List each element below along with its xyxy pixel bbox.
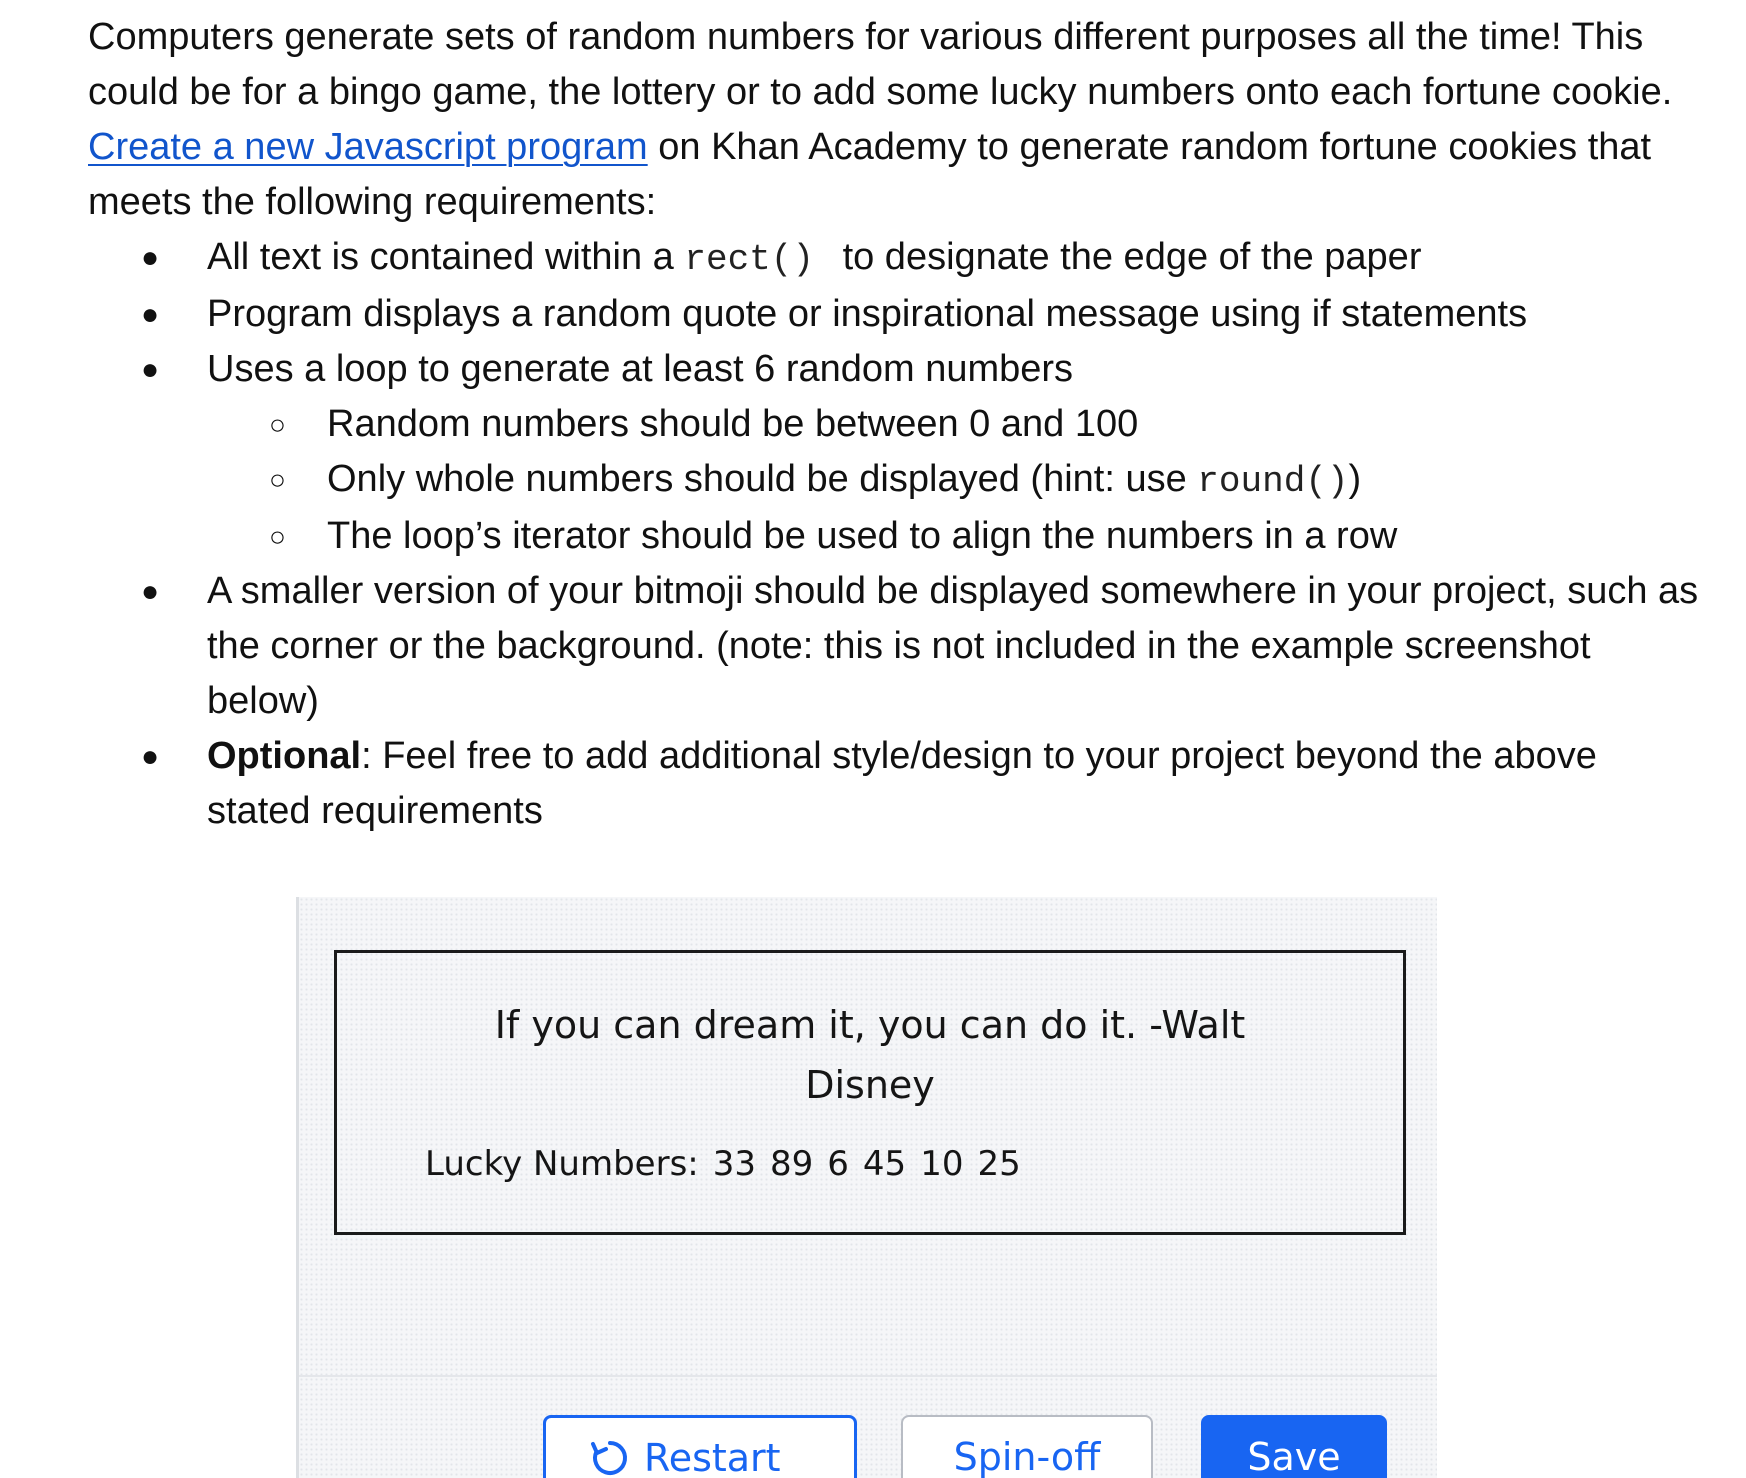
quote-line-1: If you can dream it, you can do it. -Walt <box>494 1003 1246 1047</box>
loop-sub-list <box>207 397 1708 564</box>
save-button[interactable] <box>1201 1415 1387 1478</box>
program-canvas <box>299 897 1437 1375</box>
requirement-bitmoji: ● A smaller version of your bitmoji should be displayed somewhere in your project, such as the corner or the background. (note: this is not included in the example screenshot below) <box>207 564 1708 729</box>
requirement-loop-subitems <box>207 397 1708 564</box>
requirement-loop: ● Uses a loop to generate at least 6 random numbers <box>207 342 1708 397</box>
requirement-quote: ● Program displays a random quote or inspirational message using if statements <box>207 287 1708 342</box>
fortune-quote <box>337 995 1403 1115</box>
optional-label: Optional <box>207 735 362 777</box>
code-rect: rect() <box>684 239 814 280</box>
restart-button[interactable] <box>543 1415 857 1478</box>
bullet-icon: ● <box>141 740 160 773</box>
restart-icon <box>588 1436 632 1478</box>
fortune-paper-rect <box>334 950 1406 1235</box>
lucky-numbers-row <box>425 1144 1021 1184</box>
requirement-rect: ● All text is contained within a rect() to designate the edge of the paper <box>207 230 1708 287</box>
lucky-number: 6 <box>827 1144 849 1184</box>
program-toolbar <box>299 1375 1437 1478</box>
bullet-icon: ● <box>141 298 160 331</box>
lucky-number: 25 <box>977 1144 1021 1184</box>
circle-bullet-icon: ○ <box>269 464 286 495</box>
sub-requirement-round: ○ Only whole numbers should be displayed (hint: use round()) <box>327 452 1708 509</box>
intro-text-continued: on Khan Academy to generate random fortune cookies that meets the following requirements: <box>88 126 1652 223</box>
requirements-list <box>88 230 1708 839</box>
spin-off-label: Spin-off <box>953 1435 1101 1478</box>
intro-paragraph <box>88 10 1708 230</box>
circle-bullet-icon: ○ <box>269 521 286 552</box>
spin-off-button[interactable] <box>901 1415 1153 1478</box>
intro-text: Computers generate sets of random numbers for various different purposes all the time! This could be for a bingo game, the lottery or to add some lucky numbers onto each fortune cookie. <box>88 16 1673 113</box>
instructions-document <box>88 10 1708 839</box>
bullet-icon: ● <box>141 241 160 274</box>
bullet-icon: ● <box>141 575 160 608</box>
lucky-number: 45 <box>862 1144 907 1184</box>
lucky-number: 89 <box>770 1144 814 1184</box>
requirement-optional: ● Optional: Feel free to add additional style/design to your project beyond the above stated requirements <box>207 729 1708 839</box>
save-label: Save <box>1247 1435 1341 1478</box>
lucky-number: 33 <box>712 1144 757 1184</box>
restart-label: Restart <box>644 1436 781 1478</box>
lucky-numbers-label: Lucky Numbers: <box>425 1144 699 1184</box>
example-screenshot <box>296 897 1437 1478</box>
lucky-number: 10 <box>920 1144 964 1184</box>
sub-requirement-range: ○ Random numbers should be between 0 and 100 <box>327 397 1708 452</box>
sub-requirement-iterator: ○ The loop’s iterator should be used to align the numbers in a row <box>327 509 1708 564</box>
quote-line-2: Disney <box>805 1063 935 1107</box>
khan-academy-link[interactable]: Create a new Javascript program <box>88 126 648 168</box>
code-round: round() <box>1197 461 1349 502</box>
bullet-icon: ● <box>141 353 160 386</box>
circle-bullet-icon: ○ <box>269 409 286 440</box>
